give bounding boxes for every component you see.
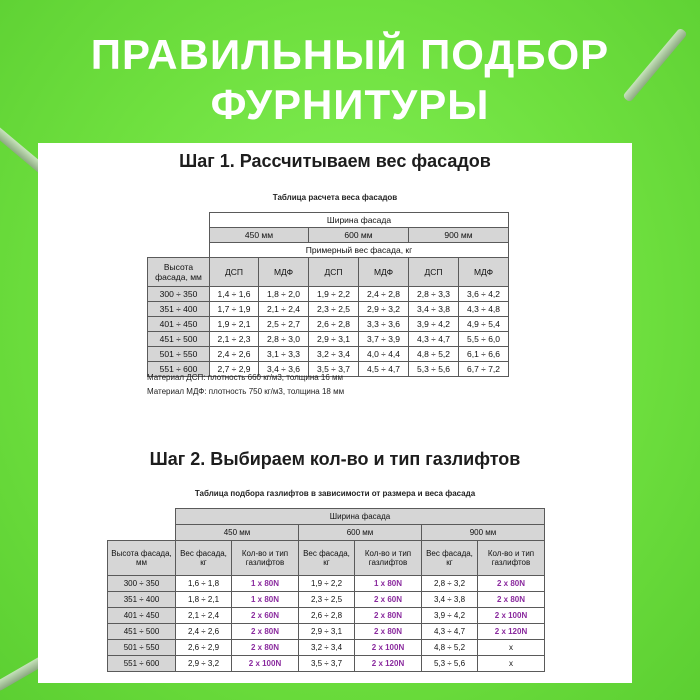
- weight-cell: 3,2 ÷ 3,4: [299, 640, 355, 656]
- weight-cell: 4,3 ÷ 4,7: [422, 624, 478, 640]
- height-cell: 351 ÷ 400: [108, 592, 176, 608]
- kit-cell: 1 x 80N: [355, 576, 422, 592]
- table-cell: 4,3 ÷ 4,8: [459, 302, 509, 317]
- table-cell: 1,8 ÷ 2,0: [259, 287, 309, 302]
- table-cell: 1,9 ÷ 2,1: [210, 317, 259, 332]
- weight-col-header: Вес фасада, кг: [299, 541, 355, 576]
- height-cell: 501 ÷ 550: [108, 640, 176, 656]
- table-cell: 5,3 ÷ 5,6: [409, 362, 459, 377]
- height-cell: 551 ÷ 600: [108, 656, 176, 672]
- table-cell: 3,7 ÷ 3,9: [359, 332, 409, 347]
- material-header: ДСП: [309, 258, 359, 287]
- blank-corner: [148, 213, 210, 258]
- weight-cell: 2,4 ÷ 2,6: [176, 624, 232, 640]
- kit-cell: 2 x 120N: [478, 624, 545, 640]
- kit-cell: 2 x 60N: [232, 608, 299, 624]
- kit-cell: 2 x 80N: [478, 576, 545, 592]
- weight-cell: 2,6 ÷ 2,8: [299, 608, 355, 624]
- height-cell: 351 ÷ 400: [148, 302, 210, 317]
- height-cell: 501 ÷ 550: [148, 347, 210, 362]
- width-450: 450 мм: [210, 228, 309, 243]
- weight-cell: 2,8 ÷ 3,2: [422, 576, 478, 592]
- material-header: ДСП: [409, 258, 459, 287]
- material-header: МДФ: [359, 258, 409, 287]
- table-cell: 3,4 ÷ 3,6: [259, 362, 309, 377]
- kit-cell: 2 x 60N: [355, 592, 422, 608]
- table-cell: 2,9 ÷ 3,2: [359, 302, 409, 317]
- table-cell: 1,7 ÷ 1,9: [210, 302, 259, 317]
- kit-cell: 1 x 80N: [232, 576, 299, 592]
- table-cell: 3,6 ÷ 4,2: [459, 287, 509, 302]
- table-cell: 4,9 ÷ 5,4: [459, 317, 509, 332]
- step1-caption: Таблица расчета веса фасадов: [272, 193, 398, 202]
- kit-cell: 2 x 100N: [232, 656, 299, 672]
- step2-title: Шаг 2. Выбираем кол-во и тип газлифтов: [149, 449, 521, 469]
- gaslift-table: [107, 508, 545, 672]
- kit-col-header: Кол-во и тип газлифтов: [232, 541, 299, 576]
- table-cell: 2,4 ÷ 2,8: [359, 287, 409, 302]
- weight-cell: 3,9 ÷ 4,2: [422, 608, 478, 624]
- page-headline: [0, 30, 700, 130]
- table-cell: 2,8 ÷ 3,3: [409, 287, 459, 302]
- width-600: 600 мм: [309, 228, 409, 243]
- blank-corner: [108, 509, 176, 541]
- height-cell: 401 ÷ 450: [108, 608, 176, 624]
- table-row: [108, 624, 545, 640]
- table-row: [108, 640, 545, 656]
- table-cell: 3,9 ÷ 4,2: [409, 317, 459, 332]
- table-row: [148, 347, 509, 362]
- table-cell: 2,6 ÷ 2,8: [309, 317, 359, 332]
- width-900: 900 мм: [422, 525, 545, 541]
- width-900: 900 мм: [409, 228, 509, 243]
- note-mdf: Материал МДФ: плотность 750 кг/м3, толщина 18 мм: [147, 387, 345, 396]
- weight-cell: 2,6 ÷ 2,9: [176, 640, 232, 656]
- material-header: ДСП: [210, 258, 259, 287]
- table-row: [108, 576, 545, 592]
- table-row: [108, 656, 545, 672]
- height-cell: 451 ÷ 500: [108, 624, 176, 640]
- weight-cell: 2,9 ÷ 3,2: [176, 656, 232, 672]
- weight-cell: 3,4 ÷ 3,8: [422, 592, 478, 608]
- weight-header: Примерный вес фасада, кг: [210, 243, 509, 258]
- table-cell: 2,5 ÷ 2,7: [259, 317, 309, 332]
- material-header: МДФ: [259, 258, 309, 287]
- height-cell: 300 ÷ 350: [148, 287, 210, 302]
- kit-cell: x: [478, 640, 545, 656]
- table-cell: 4,3 ÷ 4,7: [409, 332, 459, 347]
- weight-cell: 3,5 ÷ 3,7: [299, 656, 355, 672]
- material-header: МДФ: [459, 258, 509, 287]
- table-cell: 2,7 ÷ 2,9: [210, 362, 259, 377]
- table-row: [148, 317, 509, 332]
- weight-cell: 4,8 ÷ 5,2: [422, 640, 478, 656]
- table-cell: 2,1 ÷ 2,3: [210, 332, 259, 347]
- kit-cell: 2 x 80N: [478, 592, 545, 608]
- weight-col-header: Вес фасада, кг: [176, 541, 232, 576]
- height-header: Высота фасада, мм: [148, 258, 210, 287]
- table-cell: 2,8 ÷ 3,0: [259, 332, 309, 347]
- kit-cell: 2 x 120N: [355, 656, 422, 672]
- kit-cell: 2 x 80N: [355, 624, 422, 640]
- height-cell: 551 ÷ 600: [148, 362, 210, 377]
- step1-title: Шаг 1. Рассчитываем вес фасадов: [179, 151, 491, 171]
- table-cell: 4,8 ÷ 5,2: [409, 347, 459, 362]
- table-cell: 6,1 ÷ 6,6: [459, 347, 509, 362]
- table-cell: 3,5 ÷ 3,7: [309, 362, 359, 377]
- table-cell: 2,1 ÷ 2,4: [259, 302, 309, 317]
- table-cell: 2,4 ÷ 2,6: [210, 347, 259, 362]
- height-header: Высота фасада, мм: [108, 541, 176, 576]
- table-cell: 3,4 ÷ 3,8: [409, 302, 459, 317]
- weight-cell: 1,6 ÷ 1,8: [176, 576, 232, 592]
- weight-cell: 1,9 ÷ 2,2: [299, 576, 355, 592]
- table-cell: 3,3 ÷ 3,6: [359, 317, 409, 332]
- kit-cell: 2 x 100N: [478, 608, 545, 624]
- table-cell: 6,7 ÷ 7,2: [459, 362, 509, 377]
- headline-line-2: ФУРНИТУРЫ: [210, 81, 490, 128]
- table-cell: 4,5 ÷ 4,7: [359, 362, 409, 377]
- weight-cell: 2,3 ÷ 2,5: [299, 592, 355, 608]
- width-header: Ширина фасада: [176, 509, 545, 525]
- table-row: [148, 302, 509, 317]
- table-cell: 3,1 ÷ 3,3: [259, 347, 309, 362]
- note-dsp: Материал ДСП: плотность 660 кг/м3, толщина 16 мм: [147, 373, 344, 382]
- height-cell: 451 ÷ 500: [148, 332, 210, 347]
- table-row: [108, 592, 545, 608]
- kit-cell: x: [478, 656, 545, 672]
- kit-col-header: Кол-во и тип газлифтов: [355, 541, 422, 576]
- kit-cell: 2 x 80N: [232, 640, 299, 656]
- info-card: [38, 143, 632, 683]
- height-cell: 300 ÷ 350: [108, 576, 176, 592]
- table-cell: 3,2 ÷ 3,4: [309, 347, 359, 362]
- kit-cell: 2 x 80N: [232, 624, 299, 640]
- kit-cell: 1 x 80N: [232, 592, 299, 608]
- weight-cell: 1,8 ÷ 2,1: [176, 592, 232, 608]
- width-600: 600 мм: [299, 525, 422, 541]
- table-cell: 5,5 ÷ 6,0: [459, 332, 509, 347]
- table-cell: 1,9 ÷ 2,2: [309, 287, 359, 302]
- height-cell: 401 ÷ 450: [148, 317, 210, 332]
- table-row: [108, 608, 545, 624]
- table-cell: 4,0 ÷ 4,4: [359, 347, 409, 362]
- weight-cell: 2,9 ÷ 3,1: [299, 624, 355, 640]
- kit-col-header: Кол-во и тип газлифтов: [478, 541, 545, 576]
- weight-cell: 2,1 ÷ 2,4: [176, 608, 232, 624]
- kit-cell: 2 x 80N: [355, 608, 422, 624]
- table-cell: 1,4 ÷ 1,6: [210, 287, 259, 302]
- weight-cell: 5,3 ÷ 5,6: [422, 656, 478, 672]
- table-row: [148, 332, 509, 347]
- width-450: 450 мм: [176, 525, 299, 541]
- table-cell: 2,3 ÷ 2,5: [309, 302, 359, 317]
- width-header: Ширина фасада: [210, 213, 509, 228]
- step2-caption: Таблица подбора газлифтов в зависимости от размера и веса фасада: [194, 489, 476, 498]
- weight-table: [147, 212, 509, 377]
- table-cell: 2,9 ÷ 3,1: [309, 332, 359, 347]
- weight-col-header: Вес фасада, кг: [422, 541, 478, 576]
- kit-cell: 2 x 100N: [355, 640, 422, 656]
- headline-line-1: ПРАВИЛЬНЫЙ ПОДБОР: [90, 31, 610, 78]
- table-row: [148, 287, 509, 302]
